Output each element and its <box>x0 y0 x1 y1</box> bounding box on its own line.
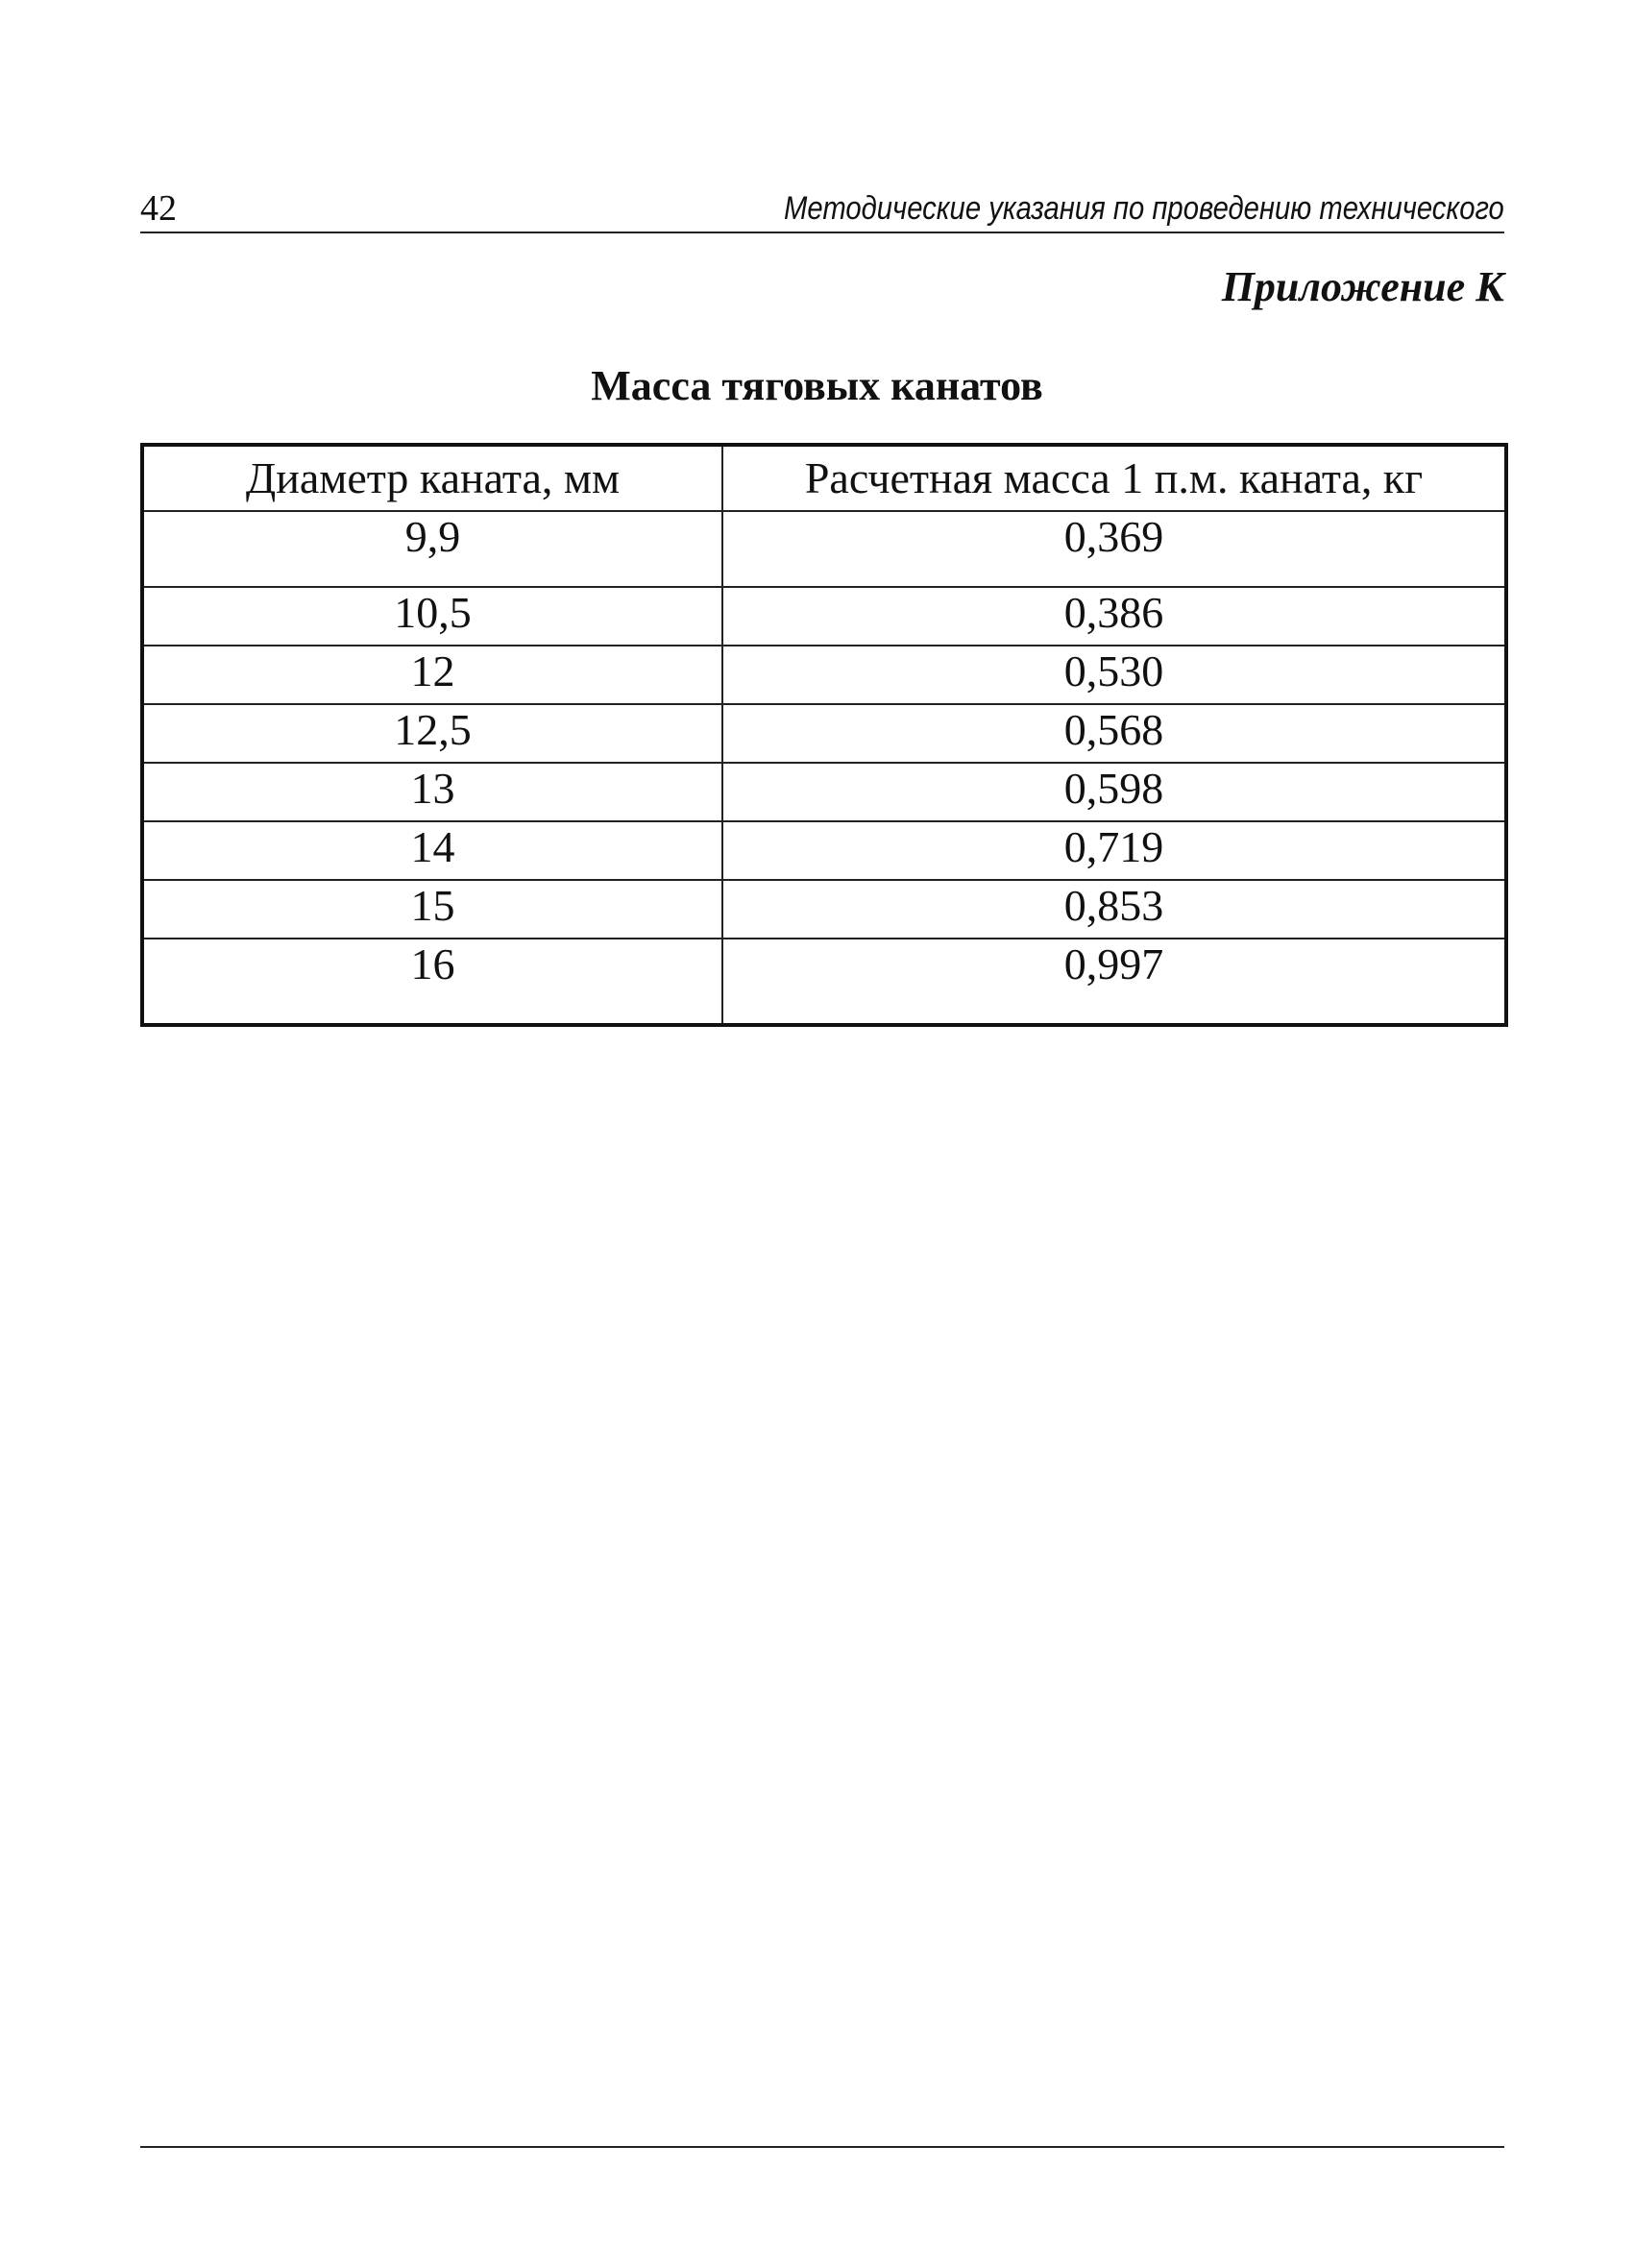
header-divider <box>140 232 1504 233</box>
table-row <box>142 821 1506 880</box>
diameter-cell: 10,5 <box>142 587 722 646</box>
diameter-cell: 12 <box>142 646 722 704</box>
mass-cell: 0,853 <box>722 880 1506 939</box>
rope-mass-table <box>140 443 1508 1027</box>
diameter-cell: 13 <box>142 763 722 821</box>
table-row <box>142 939 1506 1025</box>
table-title: Масса тяговых канатов <box>591 362 1043 409</box>
diameter-cell: 9,9 <box>142 511 722 587</box>
table-row <box>142 511 1506 587</box>
table-row <box>142 704 1506 763</box>
mass-cell: 0,997 <box>722 939 1506 1025</box>
table-row <box>142 763 1506 821</box>
table-row <box>142 880 1506 939</box>
mass-cell: 0,719 <box>722 821 1506 880</box>
column-header-diameter: Диаметр каната, мм <box>142 445 722 511</box>
table-header-row <box>142 445 1506 511</box>
table-row <box>142 587 1506 646</box>
footer-divider <box>140 2146 1504 2148</box>
diameter-cell: 15 <box>142 880 722 939</box>
diameter-cell: 14 <box>142 821 722 880</box>
appendix-label: Приложение К <box>1221 263 1504 310</box>
column-header-mass: Расчетная масса 1 п.м. каната, кг <box>722 445 1506 511</box>
diameter-cell: 12,5 <box>142 704 722 763</box>
mass-cell: 0,598 <box>722 763 1506 821</box>
table-row <box>142 646 1506 704</box>
mass-cell: 0,386 <box>722 587 1506 646</box>
diameter-cell: 16 <box>142 939 722 1025</box>
mass-cell: 0,530 <box>722 646 1506 704</box>
mass-cell: 0,568 <box>722 704 1506 763</box>
mass-cell: 0,369 <box>722 511 1506 587</box>
running-title: Методические указания по проведению технического <box>784 190 1504 227</box>
page-number: 42 <box>140 188 177 229</box>
